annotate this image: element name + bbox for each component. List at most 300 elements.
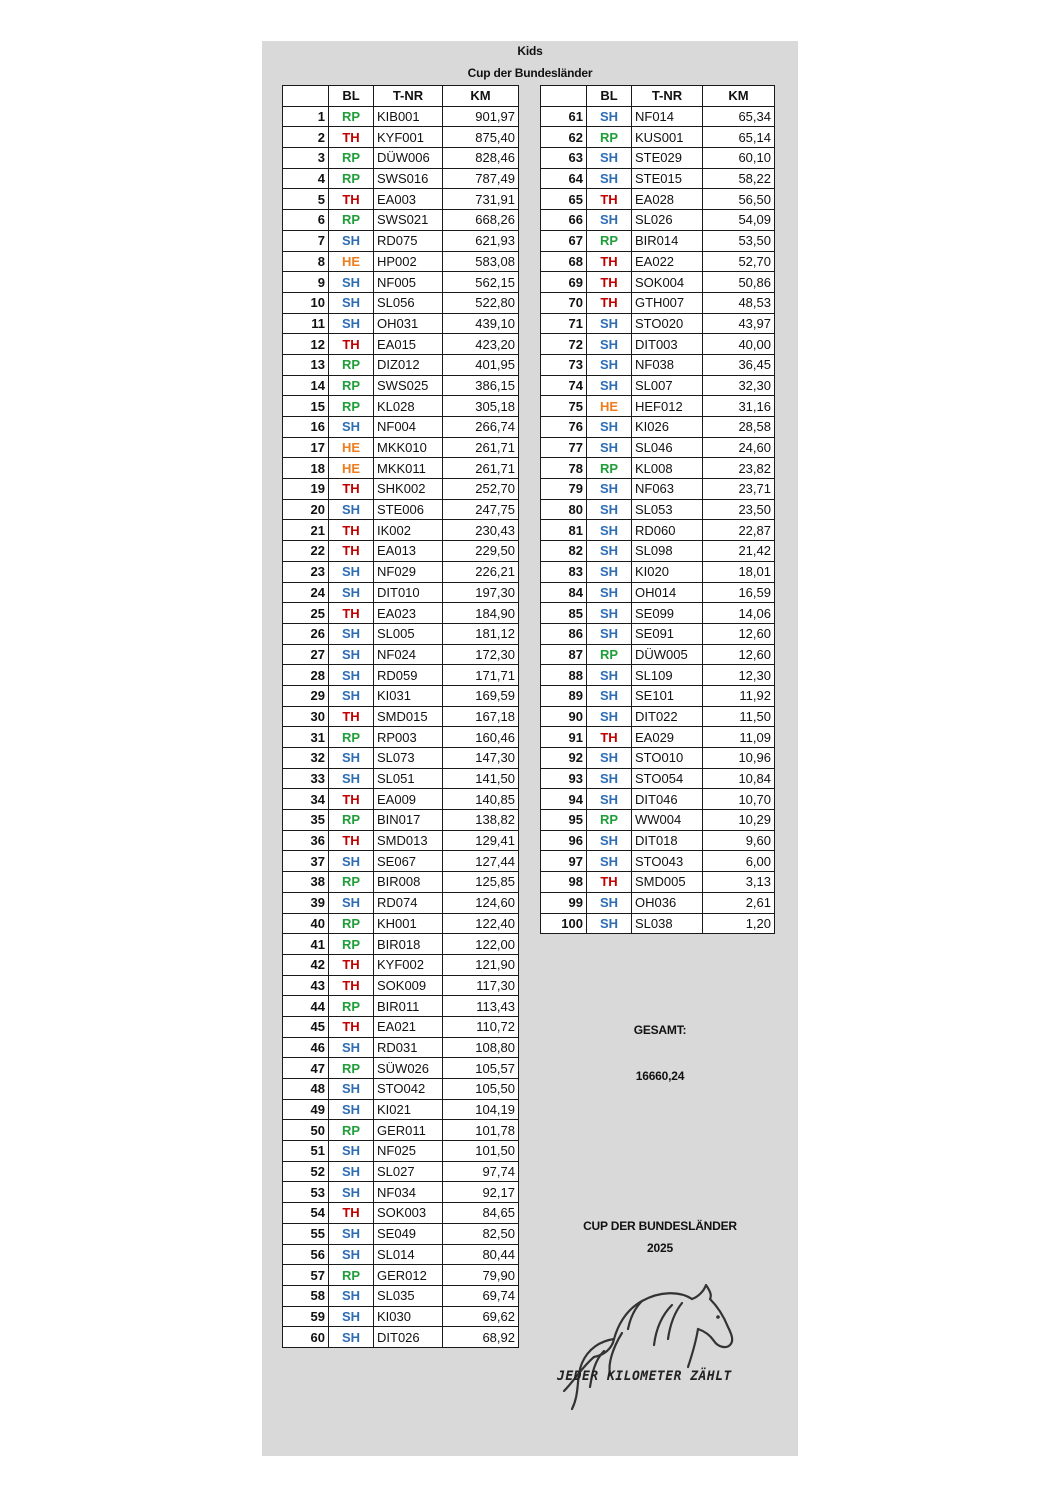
table-row bbox=[283, 1182, 519, 1203]
km-cell: 108,80 bbox=[443, 1037, 519, 1058]
rank-cell: 84 bbox=[541, 582, 587, 603]
km-cell: 261,71 bbox=[443, 437, 519, 458]
km-cell: 36,45 bbox=[703, 354, 775, 375]
state-cell: SH bbox=[329, 1037, 374, 1058]
participant-cell: DIT046 bbox=[632, 789, 703, 810]
participant-cell: EA022 bbox=[632, 251, 703, 272]
rank-cell: 41 bbox=[283, 934, 329, 955]
state-cell: RP bbox=[329, 810, 374, 831]
state-cell: TH bbox=[329, 830, 374, 851]
km-cell: 22,87 bbox=[703, 520, 775, 541]
state-cell: SH bbox=[329, 685, 374, 706]
table-row bbox=[283, 396, 519, 417]
header-bl: BL bbox=[587, 86, 632, 107]
rank-cell: 73 bbox=[541, 354, 587, 375]
rank-cell: 88 bbox=[541, 665, 587, 686]
state-cell: SH bbox=[587, 106, 632, 127]
rank-cell: 30 bbox=[283, 706, 329, 727]
km-cell: 10,29 bbox=[703, 810, 775, 831]
state-cell: SH bbox=[329, 417, 374, 438]
participant-cell: SOK009 bbox=[374, 975, 443, 996]
table-row bbox=[283, 1058, 519, 1079]
table-row bbox=[541, 189, 775, 210]
table-row bbox=[541, 913, 775, 934]
participant-cell: EA009 bbox=[374, 789, 443, 810]
participant-cell: KYF002 bbox=[374, 954, 443, 975]
state-cell: SH bbox=[329, 1161, 374, 1182]
km-cell: 50,86 bbox=[703, 272, 775, 293]
state-cell: SH bbox=[587, 541, 632, 562]
km-cell: 12,60 bbox=[703, 644, 775, 665]
state-cell: HE bbox=[329, 437, 374, 458]
km-cell: 621,93 bbox=[443, 230, 519, 251]
participant-cell: BIR008 bbox=[374, 872, 443, 893]
rank-cell: 39 bbox=[283, 892, 329, 913]
km-cell: 104,19 bbox=[443, 1099, 519, 1120]
km-cell: 16,59 bbox=[703, 582, 775, 603]
participant-cell: STE015 bbox=[632, 168, 703, 189]
participant-cell: RD074 bbox=[374, 892, 443, 913]
state-cell: TH bbox=[329, 1016, 374, 1037]
table-row bbox=[283, 127, 519, 148]
participant-cell: MKK011 bbox=[374, 458, 443, 479]
table-row bbox=[541, 375, 775, 396]
header-pos bbox=[283, 86, 329, 107]
km-cell: 10,96 bbox=[703, 748, 775, 769]
rank-cell: 2 bbox=[283, 127, 329, 148]
state-cell: SH bbox=[587, 479, 632, 500]
km-cell: 117,30 bbox=[443, 975, 519, 996]
km-cell: 167,18 bbox=[443, 706, 519, 727]
km-cell: 65,34 bbox=[703, 106, 775, 127]
table-row bbox=[541, 458, 775, 479]
table-header-row bbox=[283, 86, 519, 107]
participant-cell: BIR014 bbox=[632, 230, 703, 251]
rank-cell: 94 bbox=[541, 789, 587, 810]
participant-cell: STE029 bbox=[632, 148, 703, 169]
table-row bbox=[541, 520, 775, 541]
cup-title: CUP DER BUNDESLÄNDER bbox=[583, 1219, 737, 1233]
rank-cell: 37 bbox=[283, 851, 329, 872]
state-cell: SH bbox=[587, 851, 632, 872]
participant-cell: SMD015 bbox=[374, 706, 443, 727]
rank-cell: 12 bbox=[283, 334, 329, 355]
participant-cell: SL035 bbox=[374, 1285, 443, 1306]
header-km: KM bbox=[443, 86, 519, 107]
participant-cell: SL046 bbox=[632, 437, 703, 458]
table-row bbox=[541, 561, 775, 582]
participant-cell: MKK010 bbox=[374, 437, 443, 458]
state-cell: SH bbox=[329, 851, 374, 872]
participant-cell: DÜW006 bbox=[374, 148, 443, 169]
state-cell: SH bbox=[329, 892, 374, 913]
km-cell: 247,75 bbox=[443, 499, 519, 520]
table-row bbox=[541, 872, 775, 893]
km-cell: 129,41 bbox=[443, 830, 519, 851]
participant-cell: KI031 bbox=[374, 685, 443, 706]
km-cell: 522,80 bbox=[443, 292, 519, 313]
table-row bbox=[283, 251, 519, 272]
rank-cell: 60 bbox=[283, 1327, 329, 1348]
participant-cell: GTH007 bbox=[632, 292, 703, 313]
table-row bbox=[541, 148, 775, 169]
table-row bbox=[283, 1244, 519, 1265]
participant-cell: KI021 bbox=[374, 1099, 443, 1120]
rank-cell: 74 bbox=[541, 375, 587, 396]
km-cell: 124,60 bbox=[443, 892, 519, 913]
state-cell: SH bbox=[587, 830, 632, 851]
rank-cell: 47 bbox=[283, 1058, 329, 1079]
participant-cell: SE049 bbox=[374, 1223, 443, 1244]
km-cell: 28,58 bbox=[703, 417, 775, 438]
rank-cell: 35 bbox=[283, 810, 329, 831]
participant-cell: STO054 bbox=[632, 768, 703, 789]
km-cell: 3,13 bbox=[703, 872, 775, 893]
state-cell: RP bbox=[587, 810, 632, 831]
state-cell: SH bbox=[329, 272, 374, 293]
state-cell: SH bbox=[329, 748, 374, 769]
table-row bbox=[283, 1079, 519, 1100]
participant-cell: OH014 bbox=[632, 582, 703, 603]
km-cell: 43,97 bbox=[703, 313, 775, 334]
km-cell: 32,30 bbox=[703, 375, 775, 396]
state-cell: SH bbox=[587, 148, 632, 169]
state-cell: RP bbox=[587, 458, 632, 479]
table-row bbox=[283, 1223, 519, 1244]
state-cell: RP bbox=[329, 168, 374, 189]
participant-cell: BIN017 bbox=[374, 810, 443, 831]
state-cell: RP bbox=[329, 1265, 374, 1286]
state-cell: SH bbox=[329, 1182, 374, 1203]
rank-cell: 27 bbox=[283, 644, 329, 665]
participant-cell: SL027 bbox=[374, 1161, 443, 1182]
table-row bbox=[283, 437, 519, 458]
km-cell: 1,20 bbox=[703, 913, 775, 934]
km-cell: 14,06 bbox=[703, 603, 775, 624]
state-cell: SH bbox=[329, 499, 374, 520]
participant-cell: SE101 bbox=[632, 685, 703, 706]
km-cell: 2,61 bbox=[703, 892, 775, 913]
rank-cell: 100 bbox=[541, 913, 587, 934]
km-cell: 230,43 bbox=[443, 520, 519, 541]
ranking-table-left bbox=[282, 85, 519, 1348]
table-row bbox=[541, 810, 775, 831]
state-cell: SH bbox=[587, 685, 632, 706]
state-cell: SH bbox=[587, 665, 632, 686]
state-cell: TH bbox=[329, 541, 374, 562]
km-cell: 226,21 bbox=[443, 561, 519, 582]
table-row bbox=[541, 272, 775, 293]
participant-cell: SL005 bbox=[374, 623, 443, 644]
header-bl: BL bbox=[329, 86, 374, 107]
table-row bbox=[541, 499, 775, 520]
state-cell: SH bbox=[329, 623, 374, 644]
participant-cell: DIT003 bbox=[632, 334, 703, 355]
km-cell: 58,22 bbox=[703, 168, 775, 189]
table-row bbox=[283, 954, 519, 975]
state-cell: SH bbox=[329, 665, 374, 686]
state-cell: RP bbox=[329, 872, 374, 893]
table-row bbox=[283, 892, 519, 913]
rank-cell: 87 bbox=[541, 644, 587, 665]
header-tnr: T-NR bbox=[374, 86, 443, 107]
table-row bbox=[283, 810, 519, 831]
rank-cell: 26 bbox=[283, 623, 329, 644]
rank-cell: 86 bbox=[541, 623, 587, 644]
table-row bbox=[541, 106, 775, 127]
km-cell: 668,26 bbox=[443, 210, 519, 231]
table-row bbox=[541, 437, 775, 458]
participant-cell: IK002 bbox=[374, 520, 443, 541]
km-cell: 11,09 bbox=[703, 727, 775, 748]
rank-cell: 98 bbox=[541, 872, 587, 893]
km-cell: 266,74 bbox=[443, 417, 519, 438]
state-cell: SH bbox=[587, 768, 632, 789]
participant-cell: SL014 bbox=[374, 1244, 443, 1265]
participant-cell: KL008 bbox=[632, 458, 703, 479]
state-cell: SH bbox=[329, 1099, 374, 1120]
participant-cell: GER012 bbox=[374, 1265, 443, 1286]
participant-cell: SÜW026 bbox=[374, 1058, 443, 1079]
table-row bbox=[541, 603, 775, 624]
participant-cell: DIT026 bbox=[374, 1327, 443, 1348]
km-cell: 583,08 bbox=[443, 251, 519, 272]
state-cell: SH bbox=[329, 768, 374, 789]
state-cell: SH bbox=[329, 292, 374, 313]
rank-cell: 38 bbox=[283, 872, 329, 893]
participant-cell: BIR018 bbox=[374, 934, 443, 955]
participant-cell: NF063 bbox=[632, 479, 703, 500]
rank-cell: 5 bbox=[283, 189, 329, 210]
participant-cell: SL038 bbox=[632, 913, 703, 934]
km-cell: 11,50 bbox=[703, 706, 775, 727]
table-row bbox=[283, 1203, 519, 1224]
rank-cell: 76 bbox=[541, 417, 587, 438]
table-row bbox=[283, 996, 519, 1017]
table-row bbox=[283, 934, 519, 955]
table-row bbox=[283, 768, 519, 789]
km-cell: 68,92 bbox=[443, 1327, 519, 1348]
participant-cell: STE006 bbox=[374, 499, 443, 520]
table-row bbox=[283, 1016, 519, 1037]
state-cell: SH bbox=[587, 168, 632, 189]
rank-cell: 99 bbox=[541, 892, 587, 913]
rank-cell: 72 bbox=[541, 334, 587, 355]
participant-cell: OH036 bbox=[632, 892, 703, 913]
rank-cell: 55 bbox=[283, 1223, 329, 1244]
km-cell: 140,85 bbox=[443, 789, 519, 810]
km-cell: 56,50 bbox=[703, 189, 775, 210]
table-row bbox=[283, 375, 519, 396]
participant-cell: KI020 bbox=[632, 561, 703, 582]
table-row bbox=[283, 582, 519, 603]
table-row bbox=[283, 644, 519, 665]
km-cell: 9,60 bbox=[703, 830, 775, 851]
rank-cell: 66 bbox=[541, 210, 587, 231]
table-row bbox=[541, 541, 775, 562]
state-cell: SH bbox=[587, 706, 632, 727]
state-cell: RP bbox=[329, 934, 374, 955]
table-row bbox=[541, 644, 775, 665]
participant-cell: STO020 bbox=[632, 313, 703, 334]
km-cell: 101,78 bbox=[443, 1120, 519, 1141]
participant-cell: SE099 bbox=[632, 603, 703, 624]
sheet-subtitle: Cup der Bundesländer bbox=[467, 66, 593, 80]
participant-cell: HP002 bbox=[374, 251, 443, 272]
state-cell: TH bbox=[329, 127, 374, 148]
km-cell: 141,50 bbox=[443, 768, 519, 789]
rank-cell: 50 bbox=[283, 1120, 329, 1141]
rank-cell: 91 bbox=[541, 727, 587, 748]
ranking-table-right bbox=[540, 85, 775, 934]
table-row bbox=[541, 127, 775, 148]
km-cell: 901,97 bbox=[443, 106, 519, 127]
participant-cell: NF005 bbox=[374, 272, 443, 293]
rank-cell: 3 bbox=[283, 148, 329, 169]
km-cell: 261,71 bbox=[443, 458, 519, 479]
rank-cell: 93 bbox=[541, 768, 587, 789]
table-row bbox=[541, 292, 775, 313]
table-row bbox=[541, 313, 775, 334]
rank-cell: 7 bbox=[283, 230, 329, 251]
table-row bbox=[541, 582, 775, 603]
rank-cell: 21 bbox=[283, 520, 329, 541]
header-tnr: T-NR bbox=[632, 86, 703, 107]
state-cell: RP bbox=[329, 1120, 374, 1141]
rank-cell: 48 bbox=[283, 1079, 329, 1100]
rank-cell: 96 bbox=[541, 830, 587, 851]
table-row bbox=[541, 892, 775, 913]
participant-cell: SWS025 bbox=[374, 375, 443, 396]
state-cell: HE bbox=[329, 251, 374, 272]
ranking-sheet bbox=[262, 41, 798, 1456]
state-cell: RP bbox=[329, 375, 374, 396]
km-cell: 828,46 bbox=[443, 148, 519, 169]
table-row bbox=[541, 685, 775, 706]
state-cell: RP bbox=[329, 1058, 374, 1079]
rank-cell: 77 bbox=[541, 437, 587, 458]
participant-cell: RP003 bbox=[374, 727, 443, 748]
slogan: JEDER KILOMETER ZÄHLT bbox=[557, 1369, 732, 1384]
state-cell: SH bbox=[329, 1244, 374, 1265]
participant-cell: NF014 bbox=[632, 106, 703, 127]
rank-cell: 29 bbox=[283, 685, 329, 706]
km-cell: 23,50 bbox=[703, 499, 775, 520]
km-cell: 52,70 bbox=[703, 251, 775, 272]
table-row bbox=[541, 251, 775, 272]
km-cell: 401,95 bbox=[443, 354, 519, 375]
km-cell: 386,15 bbox=[443, 375, 519, 396]
km-cell: 562,15 bbox=[443, 272, 519, 293]
state-cell: SH bbox=[329, 644, 374, 665]
table-row bbox=[283, 913, 519, 934]
km-cell: 110,72 bbox=[443, 1016, 519, 1037]
ranking-body-right bbox=[541, 106, 775, 934]
km-cell: 54,09 bbox=[703, 210, 775, 231]
participant-cell: DIT010 bbox=[374, 582, 443, 603]
state-cell: TH bbox=[329, 1203, 374, 1224]
participant-cell: SL056 bbox=[374, 292, 443, 313]
participant-cell: KIB001 bbox=[374, 106, 443, 127]
ranking-body-left bbox=[283, 106, 519, 1347]
rank-cell: 49 bbox=[283, 1099, 329, 1120]
table-row bbox=[283, 106, 519, 127]
table-header-row bbox=[541, 86, 775, 107]
km-cell: 84,65 bbox=[443, 1203, 519, 1224]
table-row bbox=[541, 830, 775, 851]
participant-cell: KYF001 bbox=[374, 127, 443, 148]
km-cell: 122,00 bbox=[443, 934, 519, 955]
table-row bbox=[541, 789, 775, 810]
km-cell: 439,10 bbox=[443, 313, 519, 334]
participant-cell: SL053 bbox=[632, 499, 703, 520]
table-row bbox=[283, 603, 519, 624]
state-cell: RP bbox=[329, 396, 374, 417]
participant-cell: KUS001 bbox=[632, 127, 703, 148]
sheet-title: Kids bbox=[517, 44, 543, 58]
state-cell: SH bbox=[587, 892, 632, 913]
km-cell: 40,00 bbox=[703, 334, 775, 355]
participant-cell: WW004 bbox=[632, 810, 703, 831]
km-cell: 147,30 bbox=[443, 748, 519, 769]
state-cell: TH bbox=[329, 706, 374, 727]
table-row bbox=[541, 623, 775, 644]
state-cell: SH bbox=[329, 561, 374, 582]
km-cell: 184,90 bbox=[443, 603, 519, 624]
participant-cell: SOK004 bbox=[632, 272, 703, 293]
table-row bbox=[283, 1285, 519, 1306]
cup-year: 2025 bbox=[647, 1241, 673, 1255]
state-cell: TH bbox=[329, 603, 374, 624]
km-cell: 305,18 bbox=[443, 396, 519, 417]
state-cell: TH bbox=[329, 334, 374, 355]
rank-cell: 8 bbox=[283, 251, 329, 272]
table-row bbox=[283, 1265, 519, 1286]
rank-cell: 36 bbox=[283, 830, 329, 851]
participant-cell: EA029 bbox=[632, 727, 703, 748]
rank-cell: 56 bbox=[283, 1244, 329, 1265]
table-row bbox=[541, 727, 775, 748]
participant-cell: STO043 bbox=[632, 851, 703, 872]
state-cell: RP bbox=[587, 127, 632, 148]
total-label: GESAMT: bbox=[633, 1023, 687, 1037]
km-cell: 875,40 bbox=[443, 127, 519, 148]
rank-cell: 28 bbox=[283, 665, 329, 686]
state-cell: TH bbox=[329, 954, 374, 975]
participant-cell: HEF012 bbox=[632, 396, 703, 417]
rank-cell: 61 bbox=[541, 106, 587, 127]
km-cell: 69,62 bbox=[443, 1306, 519, 1327]
state-cell: RP bbox=[329, 913, 374, 934]
rank-cell: 15 bbox=[283, 396, 329, 417]
km-cell: 121,90 bbox=[443, 954, 519, 975]
rank-cell: 90 bbox=[541, 706, 587, 727]
state-cell: TH bbox=[587, 251, 632, 272]
km-cell: 10,70 bbox=[703, 789, 775, 810]
table-row bbox=[283, 727, 519, 748]
rank-cell: 54 bbox=[283, 1203, 329, 1224]
participant-cell: BIR011 bbox=[374, 996, 443, 1017]
km-cell: 787,49 bbox=[443, 168, 519, 189]
table-row bbox=[283, 830, 519, 851]
km-cell: 172,30 bbox=[443, 644, 519, 665]
table-row bbox=[283, 417, 519, 438]
rank-cell: 53 bbox=[283, 1182, 329, 1203]
table-row bbox=[283, 706, 519, 727]
table-row bbox=[283, 1306, 519, 1327]
participant-cell: SL026 bbox=[632, 210, 703, 231]
state-cell: RP bbox=[329, 727, 374, 748]
